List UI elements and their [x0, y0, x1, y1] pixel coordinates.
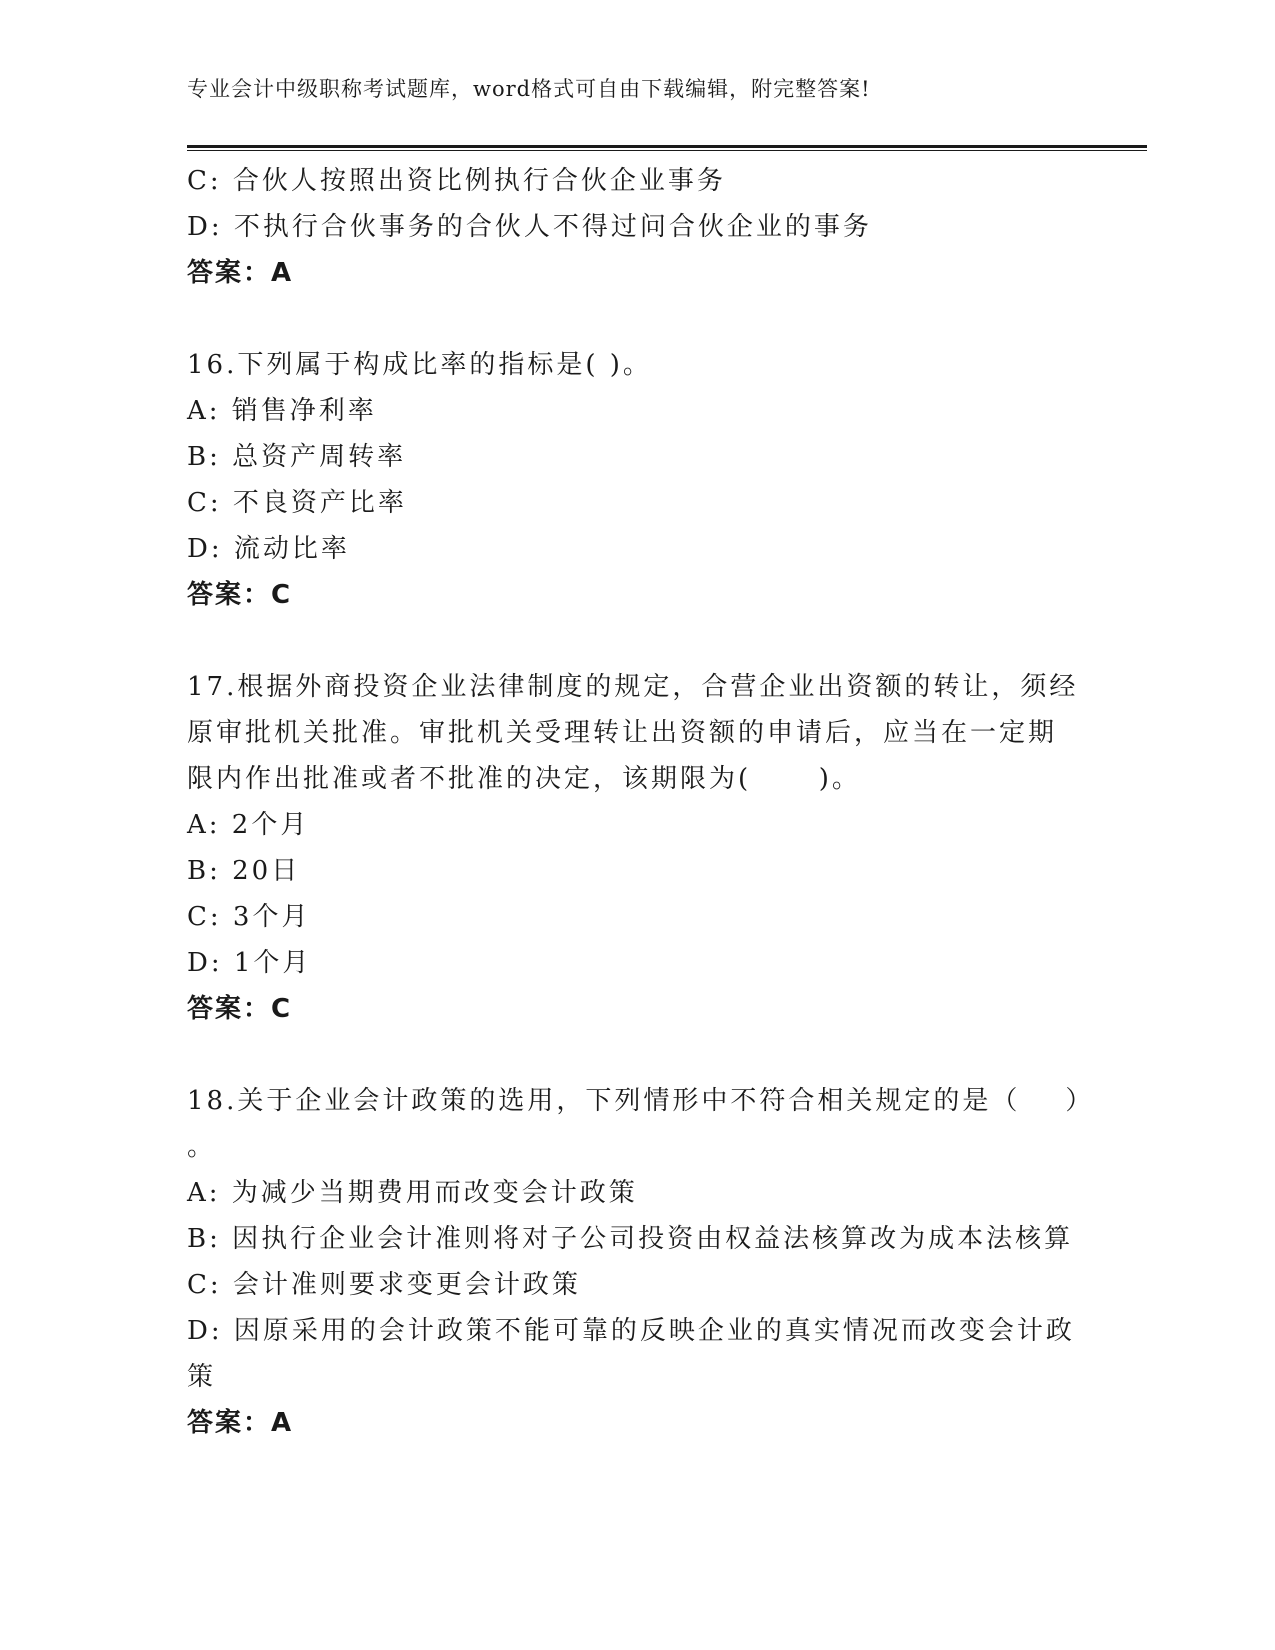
header-divider-thin [187, 150, 1147, 151]
question-text: 限内作出批准或者不批准的决定，该期限为( )。 [187, 764, 861, 794]
answer-label: 答案：C [187, 994, 293, 1024]
option-c: C: 合伙人按照出资比例执行合伙企业事务 [187, 166, 726, 196]
option-b: B: 20日 [187, 856, 301, 886]
question-text: 17.根据外商投资企业法律制度的规定，合营企业出资额的转让，须经 [187, 672, 1079, 702]
option-d: D: 因原采用的会计政策不能可靠的反映企业的真实情况而改变会计政 [187, 1316, 1075, 1346]
option-d: D: 1个月 [187, 948, 312, 978]
header-divider-thick [187, 145, 1147, 148]
question-text: 16.下列属于构成比率的指标是( )。 [187, 350, 652, 380]
option-d: D: 流动比率 [187, 534, 350, 564]
option-a: A: 2个月 [187, 810, 310, 840]
answer-label: 答案：A [187, 258, 294, 288]
option-a: A: 销售净利率 [187, 396, 377, 426]
option-b: B: 因执行企业会计准则将对子公司投资由权益法核算改为成本法核算 [187, 1224, 1074, 1254]
option-d-continued: 策 [187, 1362, 217, 1392]
option-b: B: 总资产周转率 [187, 442, 407, 472]
option-a: A: 为减少当期费用而改变会计政策 [187, 1178, 638, 1208]
option-c: C: 会计准则要求变更会计政策 [187, 1270, 581, 1300]
question-text: 原审批机关批准。审批机关受理转让出资额的申请后，应当在一定期 [187, 718, 1058, 748]
question-text: 18.关于企业会计政策的选用，下列情形中不符合相关规定的是（ ） [187, 1086, 1095, 1116]
answer-label: 答案：C [187, 580, 293, 610]
question-text: 。 [187, 1132, 217, 1162]
question-15-continuation [187, 158, 1087, 296]
answer-label: 答案：A [187, 1408, 294, 1438]
question-17 [187, 664, 1087, 1032]
question-18 [187, 1078, 1095, 1446]
option-c: C: 不良资产比率 [187, 488, 407, 518]
option-c: C: 3个月 [187, 902, 311, 932]
question-16 [187, 342, 1087, 618]
question-content [187, 158, 1095, 1446]
option-d: D: 不执行合伙事务的合伙人不得过问合伙企业的事务 [187, 212, 872, 242]
page-header: 专业会计中级职称考试题库，word格式可自由下载编辑，附完整答案! [187, 77, 871, 101]
